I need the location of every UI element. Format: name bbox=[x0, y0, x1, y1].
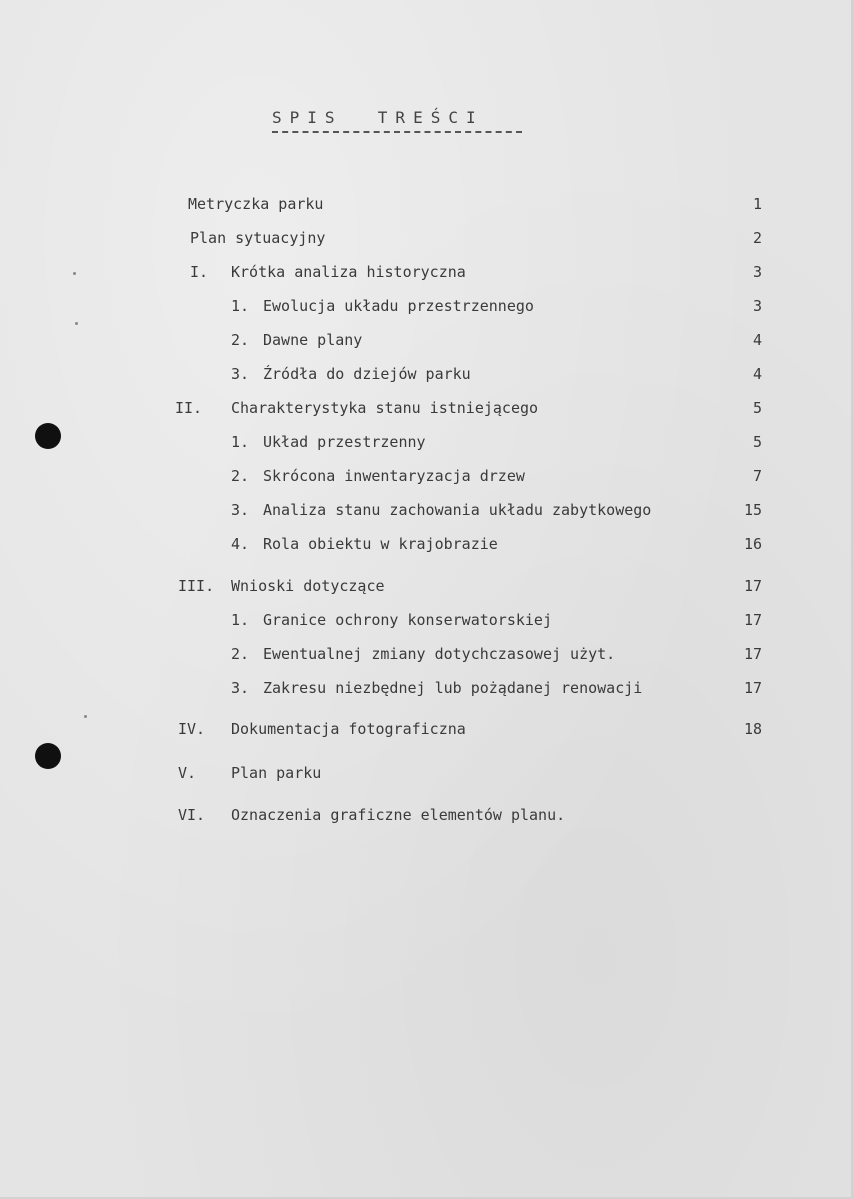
toc-entry-page: 5 bbox=[752, 399, 762, 417]
toc-entry-page: 17 bbox=[743, 645, 762, 663]
toc-entry bbox=[0, 261, 853, 283]
toc-entry bbox=[0, 295, 853, 317]
toc-entry-number: 1. bbox=[231, 611, 250, 629]
toc-entry bbox=[0, 363, 853, 385]
page-title: SPIS TREŚCI bbox=[272, 108, 484, 127]
toc-entry-page: 1 bbox=[752, 195, 762, 213]
toc-entry-title: Krótka analiza historyczna bbox=[231, 263, 466, 281]
toc-entry-page: 17 bbox=[743, 577, 762, 595]
toc-entry-title: Układ przestrzenny bbox=[263, 433, 426, 451]
toc-entry-title: Charakterystyka stanu istniejącego bbox=[231, 399, 539, 417]
toc-entry-page: 4 bbox=[752, 331, 762, 349]
toc-entry-page: 5 bbox=[752, 433, 762, 451]
toc-entry-title: Zakresu niezbędnej lub pożądanej renowacji bbox=[263, 679, 643, 697]
toc-entry-number: 1. bbox=[231, 297, 250, 315]
toc-entry-number: II. bbox=[175, 399, 203, 417]
toc-entry-page: 2 bbox=[752, 229, 762, 247]
toc-entry bbox=[0, 193, 853, 215]
toc-entry-number: 2. bbox=[231, 331, 250, 349]
toc-entry bbox=[0, 431, 853, 453]
title-underline bbox=[272, 131, 522, 133]
toc-entry bbox=[0, 718, 853, 740]
toc-entry-title: Ewolucja układu przestrzennego bbox=[263, 297, 534, 315]
toc-entry-title: Źródła do dziejów parku bbox=[263, 365, 471, 383]
toc-entry-title: Oznaczenia graficzne elementów planu. bbox=[231, 806, 566, 824]
toc-entry-number: 4. bbox=[231, 535, 250, 553]
toc-entry-page: 17 bbox=[743, 679, 762, 697]
toc-entry-title: Granice ochrony konserwatorskiej bbox=[263, 611, 552, 629]
toc-entry-number: IV. bbox=[178, 720, 206, 738]
toc-entry-title: Dawne plany bbox=[263, 331, 363, 349]
toc-entry-title: Rola obiektu w krajobrazie bbox=[263, 535, 498, 553]
toc-entry-number: III. bbox=[178, 577, 215, 595]
toc-entry-page: 15 bbox=[743, 501, 762, 519]
toc-entry-page: 18 bbox=[743, 720, 762, 738]
toc-entry-page: 3 bbox=[752, 263, 762, 281]
toc-entry bbox=[0, 227, 853, 249]
toc-entry-title: Plan parku bbox=[231, 764, 322, 782]
toc-entry bbox=[0, 575, 853, 597]
toc-entry-title: Plan sytuacyjny bbox=[190, 229, 326, 247]
toc-entry-number: 3. bbox=[231, 501, 250, 519]
toc-entry-page: 7 bbox=[752, 467, 762, 485]
toc-entry-title: Skrócona inwentaryzacja drzew bbox=[263, 467, 525, 485]
toc-entry bbox=[0, 533, 853, 555]
toc-entry bbox=[0, 329, 853, 351]
toc-entry-title: Analiza stanu zachowania układu zabytkowego bbox=[263, 501, 652, 519]
toc-entry-number: I. bbox=[190, 263, 209, 281]
toc-entry-number: 2. bbox=[231, 645, 250, 663]
toc-entry-number: 3. bbox=[231, 679, 250, 697]
paper-speck bbox=[75, 322, 78, 325]
toc-entry-page: 4 bbox=[752, 365, 762, 383]
toc-entry-number: V. bbox=[178, 764, 197, 782]
toc-entry bbox=[0, 397, 853, 419]
toc-entry-number: 3. bbox=[231, 365, 250, 383]
toc-entry bbox=[0, 677, 853, 699]
toc-entry-title: Wnioski dotyczące bbox=[231, 577, 385, 595]
toc-entry-page: 16 bbox=[743, 535, 762, 553]
toc-entry-title: Ewentualnej zmiany dotychczasowej użyt. bbox=[263, 645, 616, 663]
toc-entry bbox=[0, 609, 853, 631]
toc-entry-title: Metryczka parku bbox=[188, 195, 324, 213]
toc-entry bbox=[0, 762, 853, 784]
toc-entry bbox=[0, 499, 853, 521]
toc-entry bbox=[0, 804, 853, 826]
toc-entry bbox=[0, 465, 853, 487]
toc-entry-number: 1. bbox=[231, 433, 250, 451]
toc-entry-title: Dokumentacja fotograficzna bbox=[231, 720, 466, 738]
toc-entry-page: 17 bbox=[743, 611, 762, 629]
toc-entry-number: VI. bbox=[178, 806, 206, 824]
toc-entry-number: 2. bbox=[231, 467, 250, 485]
toc-entry bbox=[0, 643, 853, 665]
toc-entry-page: 3 bbox=[752, 297, 762, 315]
